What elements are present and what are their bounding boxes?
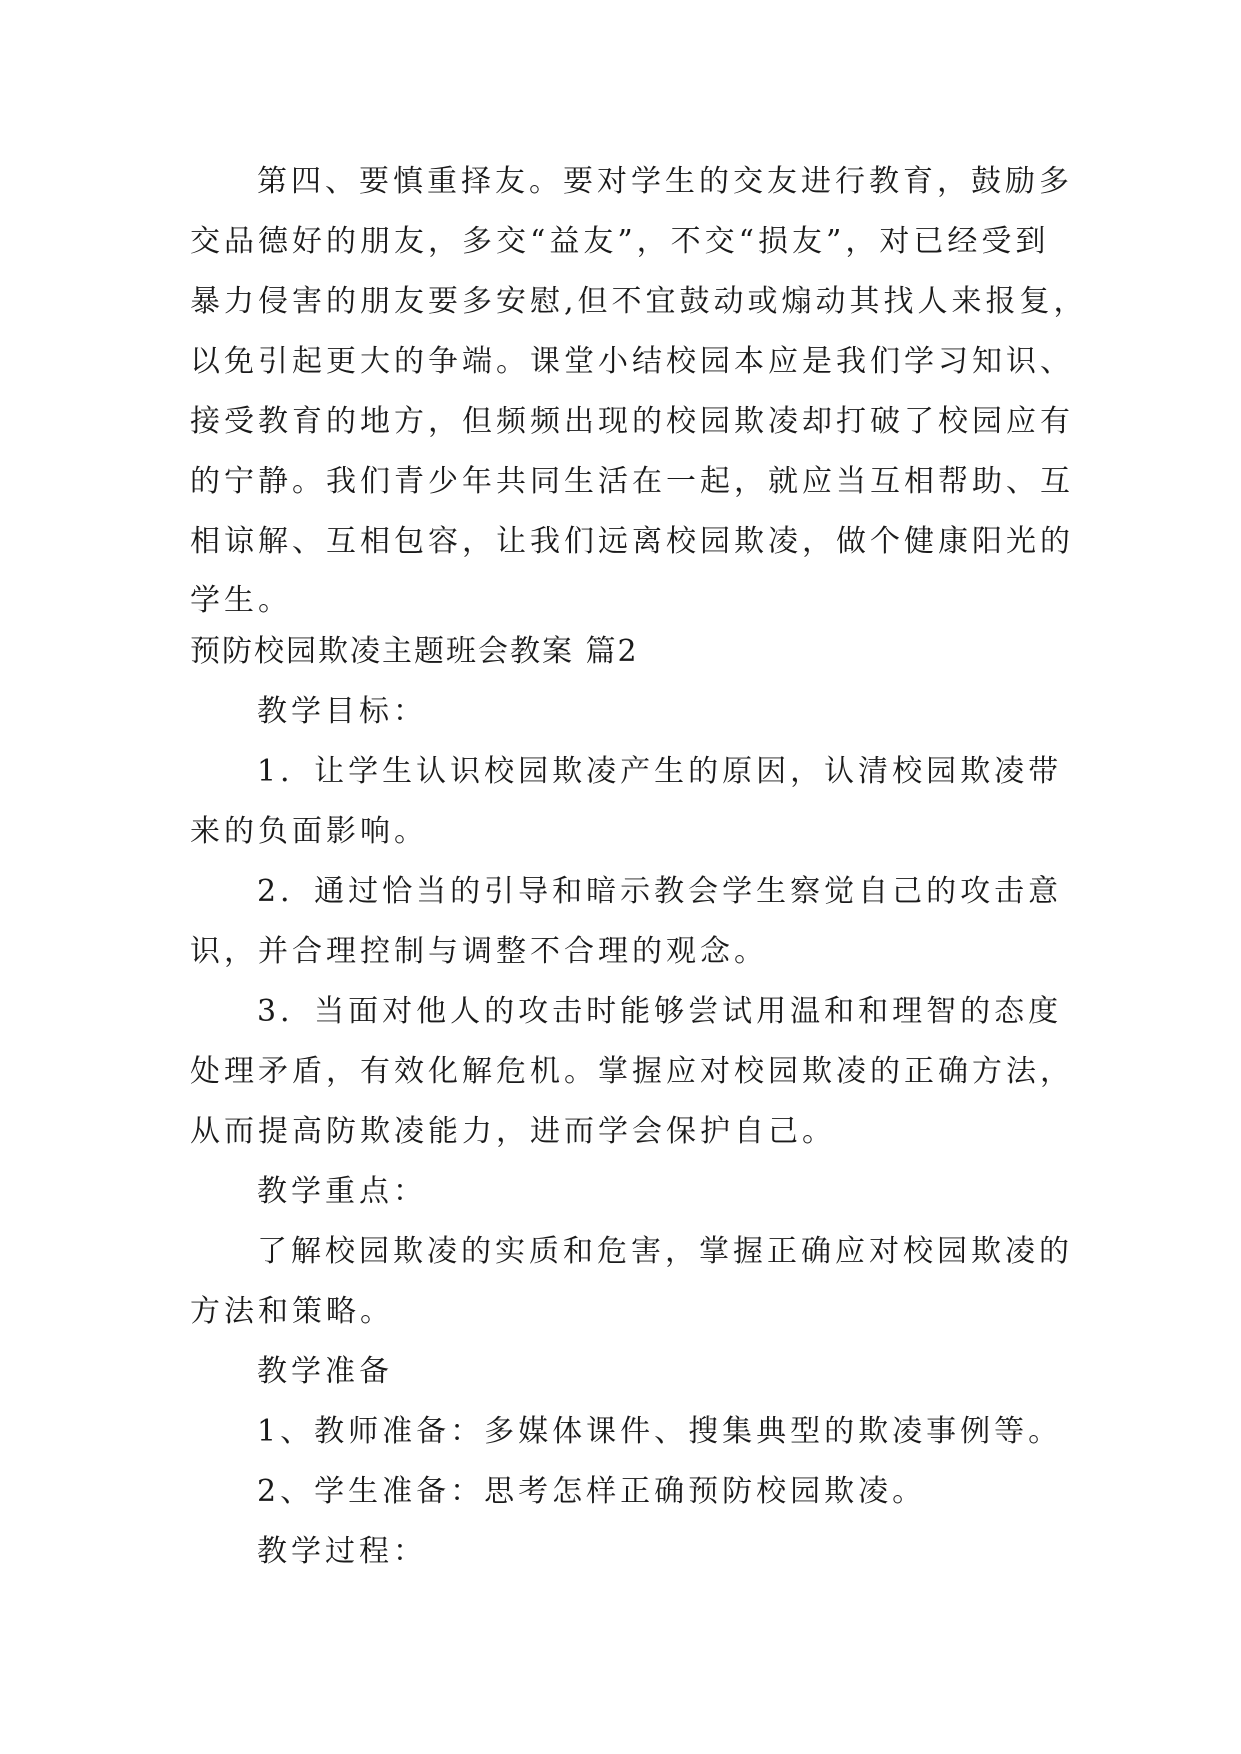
paragraph-line: 3．当面对他人的攻击时能够尝试用温和和理智的态度 bbox=[257, 994, 1063, 1029]
paragraph-line: 识，并合理控制与调整不合理的观念。 bbox=[190, 934, 768, 969]
paragraph-line: 来的负面影响。 bbox=[190, 814, 428, 849]
paragraph-line: 1、教师准备：多媒体课件、搜集典型的欺凌事例等。 bbox=[257, 1414, 1063, 1449]
section-heading: 预防校园欺凌主题班会教案 篇2 bbox=[190, 634, 639, 669]
paragraph-line: 1．让学生认识校园欺凌产生的原因，认清校园欺凌带 bbox=[257, 754, 1063, 789]
paragraph-line: 处理矛盾，有效化解危机。掌握应对校园欺凌的正确方法， bbox=[190, 1054, 1074, 1089]
paragraph-line: 方法和策略。 bbox=[190, 1294, 394, 1329]
paragraph-line: 以免引起更大的争端。课堂小结校园本应是我们学习知识、 bbox=[190, 344, 1074, 379]
paragraph-line: 学生。 bbox=[190, 583, 292, 618]
paragraph-line: 接受教育的地方，但频频出现的校园欺凌却打破了校园应有 bbox=[190, 404, 1074, 439]
paragraph-line: 交品德好的朋友，多交“益友”，不交“损友”，对已经受到 bbox=[190, 224, 1050, 259]
paragraph-line: 暴力侵害的朋友要多安慰,但不宜鼓动或煽动其找人来报复， bbox=[190, 284, 1088, 319]
paragraph-line: 第四、要慎重择友。要对学生的交友进行教育，鼓励多 bbox=[257, 164, 1073, 199]
paragraph-line: 教学目标： bbox=[257, 694, 427, 729]
paragraph-line: 教学重点： bbox=[257, 1174, 427, 1209]
paragraph-line: 了解校园欺凌的实质和危害，掌握正确应对校园欺凌的 bbox=[257, 1234, 1073, 1269]
paragraph-line: 教学准备 bbox=[257, 1354, 393, 1389]
paragraph-line: 2、学生准备：思考怎样正确预防校园欺凌。 bbox=[257, 1474, 927, 1509]
paragraph-line: 的宁静。我们青少年共同生活在一起，就应当互相帮助、互 bbox=[190, 464, 1074, 499]
paragraph-line: 2．通过恰当的引导和暗示教会学生察觉自己的攻击意 bbox=[257, 874, 1063, 909]
paragraph-line: 相谅解、互相包容，让我们远离校园欺凌，做个健康阳光的 bbox=[190, 524, 1074, 559]
paragraph-line: 教学过程： bbox=[257, 1534, 427, 1569]
paragraph-line: 从而提高防欺凌能力，进而学会保护自己。 bbox=[190, 1114, 836, 1149]
